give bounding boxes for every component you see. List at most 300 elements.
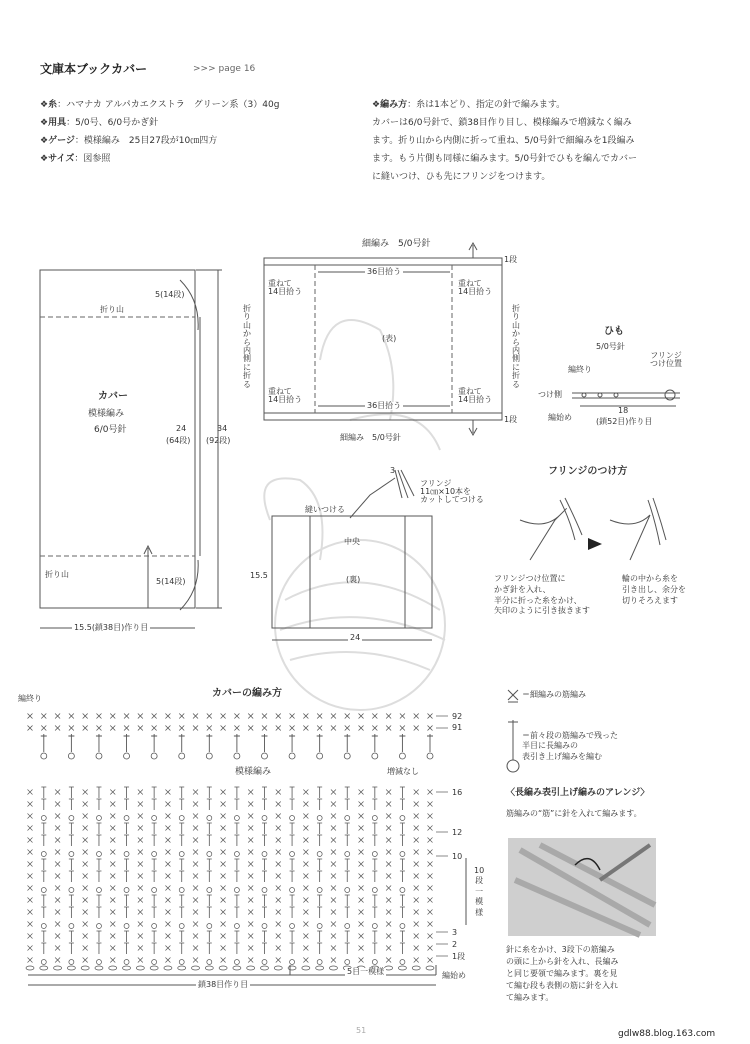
sc-stitch	[303, 958, 308, 963]
post-stitch-hook	[234, 852, 239, 857]
chart-start-label: 編始め	[442, 971, 466, 980]
sc-stitch	[193, 910, 198, 915]
row-1-top: 1段	[504, 255, 518, 264]
sc-stitch	[41, 726, 46, 731]
string-end: 編終り	[568, 365, 592, 374]
post-stitch-hook	[290, 960, 295, 965]
sc-stitch	[55, 874, 60, 879]
pick-top: 36目拾う	[367, 267, 402, 276]
dc-stitch	[69, 787, 74, 798]
row-3: 3	[452, 928, 458, 937]
post-stitch	[427, 734, 433, 752]
overlap-bottom-right: 重ねて 14目拾う	[458, 387, 493, 404]
dc-stitch	[345, 907, 350, 918]
sc-stitch	[83, 910, 88, 915]
chain-stitch	[329, 966, 337, 970]
sc-stitch	[276, 790, 281, 795]
sc-stitch	[248, 910, 253, 915]
post-stitch-hook	[427, 753, 433, 759]
dc-stitch	[96, 799, 101, 810]
chain-stitch	[54, 966, 62, 970]
sc-stitch	[248, 838, 253, 843]
post-stitch-hook	[234, 816, 239, 821]
post-stitch-hook	[261, 753, 267, 759]
row-16: 16	[452, 788, 463, 797]
dc-stitch	[207, 943, 212, 954]
chain-stitch	[205, 966, 213, 970]
dc-stitch	[41, 895, 46, 906]
chain-stitch	[109, 966, 117, 970]
post-stitch-hook	[152, 816, 157, 821]
sc-stitch	[414, 838, 419, 843]
sc-stitch	[414, 790, 419, 795]
chain-stitch	[178, 966, 186, 970]
sc-stitch	[331, 886, 336, 891]
dc-stitch	[69, 871, 74, 882]
dc-stitch	[290, 787, 295, 798]
dc-stitch	[41, 871, 46, 882]
sc-stitch	[234, 714, 239, 719]
page-title: 文庫本ブックカバー	[40, 62, 148, 76]
chain-stitch	[426, 966, 434, 970]
post-stitch-hook	[372, 924, 377, 929]
row-2: 2	[452, 940, 458, 949]
front-label: (表)	[382, 334, 397, 343]
post-stitch-hook	[234, 753, 240, 759]
dc-stitch	[124, 787, 129, 798]
post-stitch-hook	[124, 852, 129, 857]
post-stitch-hook	[96, 816, 101, 821]
sc-stitch	[221, 934, 226, 939]
arrange-sub: 筋編みの“筋”に針を入れて編みます。	[506, 809, 642, 818]
chain-stitch	[123, 966, 131, 970]
sc-stitch	[303, 874, 308, 879]
sc-stitch	[386, 790, 391, 795]
dc-stitch	[124, 943, 129, 954]
materials-size: ❖サイズ：図参照	[40, 154, 111, 164]
dc-stitch	[124, 799, 129, 810]
sc-stitch	[428, 714, 433, 719]
dc-stitch	[345, 835, 350, 846]
sc-stitch	[165, 934, 170, 939]
chain-stitch	[81, 966, 89, 970]
dc-stitch	[152, 907, 157, 918]
chain-stitch	[302, 966, 310, 970]
chain-stitch	[288, 966, 296, 970]
dc-stitch	[290, 823, 295, 834]
post-stitch-hook	[290, 924, 295, 929]
sc-stitch	[110, 946, 115, 951]
sc-stitch	[428, 874, 433, 879]
sc-stitch	[221, 946, 226, 951]
post-stitch-hook	[317, 924, 322, 929]
sc-stitch	[359, 790, 364, 795]
back-label: (裏)	[346, 575, 361, 584]
post-stitch-hook	[96, 888, 101, 893]
sc-stitch	[386, 862, 391, 867]
sc-stitch	[359, 874, 364, 879]
sc-stitch	[331, 874, 336, 879]
dc-stitch	[69, 835, 74, 846]
sc-stitch	[331, 934, 336, 939]
sc-stitch	[55, 814, 60, 819]
sc-stitch	[83, 826, 88, 831]
dc-stitch	[372, 859, 377, 870]
sc-stitch	[28, 934, 33, 939]
dc-stitch	[400, 823, 405, 834]
dc-stitch	[400, 931, 405, 942]
post-stitch-hook	[152, 960, 157, 965]
dc-stitch	[290, 835, 295, 846]
dc-stitch	[234, 943, 239, 954]
post-stitch-hook	[96, 924, 101, 929]
sc-stitch	[359, 922, 364, 927]
sc-stitch	[345, 726, 350, 731]
post-stitch-hook	[96, 753, 102, 759]
dc-stitch	[345, 823, 350, 834]
sc-stitch	[55, 934, 60, 939]
bottom-sc-label: 細編み 5/0号針	[340, 433, 401, 442]
sc-stitch	[248, 726, 253, 731]
dc-stitch	[317, 871, 322, 882]
repeat-label: 10 段 一 模 様	[474, 866, 485, 917]
sc-stitch	[28, 790, 33, 795]
sew-label: 縫いつける	[305, 505, 345, 514]
dc-stitch	[290, 943, 295, 954]
dc-stitch	[69, 907, 74, 918]
dc-stitch	[41, 907, 46, 918]
sc-stitch	[276, 714, 281, 719]
chain-stitch	[67, 966, 75, 970]
sc-stitch	[110, 934, 115, 939]
dc-stitch	[262, 931, 267, 942]
dc-stitch	[345, 799, 350, 810]
sc-stitch	[165, 922, 170, 927]
dc-stitch	[317, 907, 322, 918]
post-stitch-hook	[345, 960, 350, 965]
dc-stitch	[152, 895, 157, 906]
sc-stitch	[138, 826, 143, 831]
sc-stitch	[165, 898, 170, 903]
dc-stitch	[96, 859, 101, 870]
sc-stitch	[110, 826, 115, 831]
sc-stitch	[303, 790, 308, 795]
dc-stitch	[207, 895, 212, 906]
chain-stitch	[150, 966, 158, 970]
row-10: 10	[452, 852, 463, 861]
chain-stitch	[136, 966, 144, 970]
top-sc-label: 細編み 5/0号針	[362, 239, 431, 249]
chain-stitch	[95, 966, 103, 970]
dc-stitch	[152, 787, 157, 798]
post-stitch-hook	[234, 924, 239, 929]
sc-stitch	[276, 886, 281, 891]
post-stitch	[289, 734, 295, 752]
post-stitch-hook	[345, 888, 350, 893]
post-stitch-hook	[124, 960, 129, 965]
sc-stitch	[110, 898, 115, 903]
sc-stitch	[221, 922, 226, 927]
chain-stitch	[164, 966, 172, 970]
cover-name: カバー	[98, 391, 128, 402]
dc-stitch	[234, 787, 239, 798]
post-stitch-hook	[399, 753, 405, 759]
post-stitch-hook	[41, 888, 46, 893]
legend-sc-back: ＝細編みの筋編み	[522, 690, 586, 699]
chart-title: カバーの編み方	[212, 688, 282, 699]
dc-stitch	[96, 871, 101, 882]
sc-stitch	[55, 850, 60, 855]
bottom-rows-label: 5(14段)	[156, 577, 186, 586]
post-stitch-hook	[317, 753, 323, 759]
sc-stitch	[303, 726, 308, 731]
sc-stitch	[372, 726, 377, 731]
dc-stitch	[179, 907, 184, 918]
method-line-4: に縫いつけ、ひも先にフリンジをつけます。	[372, 172, 551, 182]
dc-stitch	[41, 799, 46, 810]
post-stitch-hook	[345, 852, 350, 857]
post-stitch-hook	[289, 753, 295, 759]
sc-stitch	[138, 910, 143, 915]
sc-stitch	[276, 910, 281, 915]
sc-stitch	[110, 726, 115, 731]
chain-stitch	[219, 966, 227, 970]
post-stitch-hook	[41, 816, 46, 821]
post-stitch	[317, 734, 323, 752]
sc-stitch	[248, 850, 253, 855]
sc-stitch	[83, 886, 88, 891]
sc-stitch	[96, 714, 101, 719]
sc-stitch	[165, 714, 170, 719]
sc-stitch	[248, 886, 253, 891]
sc-stitch	[83, 714, 88, 719]
sc-stitch	[221, 714, 226, 719]
sc-stitch	[248, 946, 253, 951]
sc-stitch	[248, 802, 253, 807]
post-stitch-hook	[317, 960, 322, 965]
post-stitch-hook	[345, 924, 350, 929]
side-left-label: 折り山から内側に折る	[243, 304, 251, 389]
dc-stitch	[372, 907, 377, 918]
sc-stitch	[138, 802, 143, 807]
post-stitch	[41, 734, 47, 752]
row-92: 92	[452, 712, 463, 721]
dc-stitch	[317, 823, 322, 834]
sc-stitch	[386, 922, 391, 927]
dc-stitch	[41, 835, 46, 846]
post-stitch	[261, 734, 267, 752]
sc-stitch	[193, 802, 198, 807]
post-stitch-hook	[234, 960, 239, 965]
sc-stitch	[331, 898, 336, 903]
sc-stitch	[28, 898, 33, 903]
sc-stitch	[110, 838, 115, 843]
dc-stitch	[400, 895, 405, 906]
sc-stitch	[276, 802, 281, 807]
string-attach-side: つけ側	[538, 390, 562, 399]
dc-stitch	[234, 895, 239, 906]
pick-bottom: 36目拾う	[367, 401, 402, 410]
dc-stitch	[262, 895, 267, 906]
sc-stitch	[83, 958, 88, 963]
sc-stitch	[331, 814, 336, 819]
post-stitch-hook	[262, 888, 267, 893]
sc-stitch	[83, 934, 88, 939]
sc-stitch	[193, 862, 198, 867]
sc-stitch	[138, 850, 143, 855]
dc-stitch	[179, 859, 184, 870]
sc-stitch	[386, 838, 391, 843]
sc-stitch	[428, 946, 433, 951]
sc-stitch	[193, 934, 198, 939]
fringe-note: フリンジ 11㎝×10本を カットしてつける	[420, 479, 484, 504]
side-right-label: 折り山から内側に折る	[512, 304, 520, 389]
method-line-2: ます。折り山から内側に折って重ね、5/0号針で細編みを1段編み	[372, 136, 635, 146]
sc-stitch	[276, 958, 281, 963]
sc-stitch	[276, 934, 281, 939]
sc-stitch	[221, 726, 226, 731]
sc-stitch	[28, 862, 33, 867]
sc-stitch	[386, 814, 391, 819]
sc-stitch	[165, 838, 170, 843]
post-stitch-hook	[344, 753, 350, 759]
sc-stitch	[28, 850, 33, 855]
dc-stitch	[207, 835, 212, 846]
post-stitch-hook	[317, 816, 322, 821]
sc-stitch	[138, 922, 143, 927]
dc-stitch	[262, 859, 267, 870]
sc-stitch	[110, 910, 115, 915]
dc-stitch	[124, 871, 129, 882]
sc-stitch	[428, 838, 433, 843]
sc-stitch	[96, 726, 101, 731]
sc-stitch	[165, 874, 170, 879]
post-stitch-hook	[69, 960, 74, 965]
sc-stitch	[83, 862, 88, 867]
sc-stitch	[221, 790, 226, 795]
sc-stitch	[83, 802, 88, 807]
sc-stitch	[110, 802, 115, 807]
sc-stitch	[55, 826, 60, 831]
sc-stitch	[55, 898, 60, 903]
post-stitch	[206, 734, 212, 752]
post-stitch	[344, 734, 350, 752]
post-stitch-hook	[400, 924, 405, 929]
post-stitch-hook	[372, 816, 377, 821]
string-title: ひも	[604, 326, 624, 337]
sc-stitch	[359, 958, 364, 963]
dc-stitch	[234, 907, 239, 918]
sc-stitch	[248, 958, 253, 963]
sc-stitch	[414, 814, 419, 819]
chain-stitch	[247, 966, 255, 970]
sc-stitch	[276, 898, 281, 903]
dc-stitch	[152, 859, 157, 870]
sc-stitch	[110, 814, 115, 819]
dc-stitch	[96, 931, 101, 942]
sc-stitch	[193, 946, 198, 951]
sc-stitch	[386, 898, 391, 903]
post-stitch-hook	[41, 960, 46, 965]
sc-stitch	[55, 886, 60, 891]
legend-dc-post: ＝前々段の筋編みで残った 半目に長編みの 表引き上げ編みを編む	[522, 731, 618, 761]
dc-stitch	[290, 859, 295, 870]
sc-stitch	[386, 886, 391, 891]
sc-stitch	[359, 714, 364, 719]
sc-stitch	[303, 946, 308, 951]
post-stitch-hook	[41, 924, 46, 929]
post-stitch-hook	[400, 888, 405, 893]
sc-stitch	[262, 714, 267, 719]
post-stitch-hook	[69, 816, 74, 821]
post-stitch-hook	[124, 924, 129, 929]
sc-stitch	[248, 898, 253, 903]
dc-stitch	[96, 835, 101, 846]
post-stitch-hook	[69, 924, 74, 929]
sc-stitch	[414, 910, 419, 915]
sc-stitch	[248, 826, 253, 831]
dc-stitch	[124, 931, 129, 942]
method-line-0: ❖編み方：糸は1本どり、指定の針で編みます。	[372, 100, 566, 110]
dc-stitch	[124, 895, 129, 906]
dc-stitch	[372, 943, 377, 954]
post-stitch-hook	[400, 960, 405, 965]
back-width: 24	[350, 633, 361, 642]
sc-stitch	[303, 714, 308, 719]
sc-stitch	[303, 838, 308, 843]
sc-stitch	[248, 934, 253, 939]
chain-stitch	[412, 966, 420, 970]
sc-stitch	[428, 826, 433, 831]
dc-stitch	[262, 871, 267, 882]
dc-stitch	[317, 943, 322, 954]
dc-stitch	[262, 943, 267, 954]
chain-stitch	[26, 966, 34, 970]
post-stitch	[234, 734, 240, 752]
dc-stitch	[345, 859, 350, 870]
dc-stitch	[179, 835, 184, 846]
string-start: 編始め	[548, 413, 572, 422]
dc-stitch	[179, 823, 184, 834]
sc-stitch	[55, 790, 60, 795]
chain-stitch	[260, 966, 268, 970]
dc-stitch	[124, 835, 129, 846]
row-12: 12	[452, 828, 463, 837]
dc-stitch	[69, 823, 74, 834]
sc-stitch	[386, 826, 391, 831]
sc-stitch	[276, 826, 281, 831]
sc-stitch	[359, 886, 364, 891]
dc-stitch	[179, 931, 184, 942]
sc-stitch	[331, 790, 336, 795]
sc-stitch	[359, 946, 364, 951]
sc-stitch	[414, 898, 419, 903]
post-stitch-hook	[262, 852, 267, 857]
dc-stitch	[317, 787, 322, 798]
dc-stitch	[372, 871, 377, 882]
sc-stitch	[28, 958, 33, 963]
dc-stitch	[290, 799, 295, 810]
sc-stitch	[414, 862, 419, 867]
post-stitch-hook	[207, 816, 212, 821]
sc-stitch	[428, 886, 433, 891]
sc-stitch	[303, 886, 308, 891]
dc-stitch	[372, 835, 377, 846]
page-number: 51	[356, 1026, 367, 1035]
cover-width: 15.5(鎖38目)作り目	[74, 623, 149, 632]
post-stitch-hook	[400, 816, 405, 821]
fringe-howto-left: フリンジつけ位置に かぎ針を入れ、 半分に折った糸をかけ、 矢印のように引き抜きます	[494, 574, 590, 616]
